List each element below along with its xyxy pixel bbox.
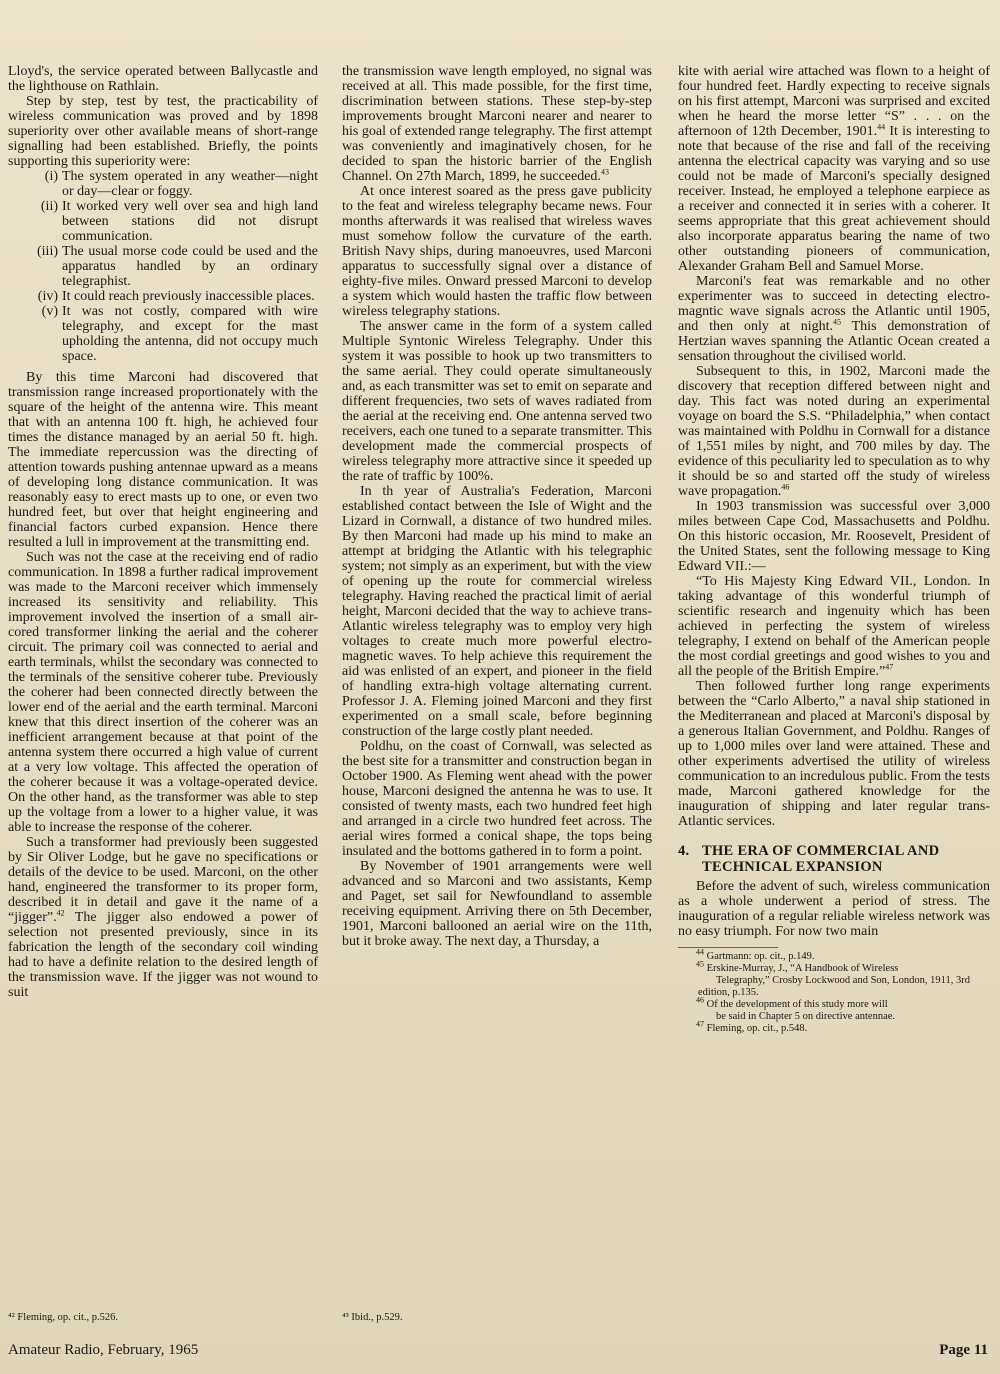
paragraph: Lloyd's, the service operated between Ballycastle and the lighthouse on Rathlain. bbox=[8, 64, 318, 94]
paragraph: In 1903 transmission was successful over 3,000 miles between Cape Cod, Massachusetts and Poldhu. On this historic occasion, Mr. Roosevelt, President of the United States, sent the following message to King Edward VII.:— bbox=[678, 499, 990, 574]
paragraph: Step by step, test by test, the practicability of wireless communication was proved and by 1898 superiority over other available means of short-range signalling had been established. Briefly, the points supporting this superiority were: bbox=[8, 94, 318, 169]
paragraph: Before the advent of such, wireless communication as a whole underwent a period of stress. The inauguration of a regular reliable wireless network was no easy triumph. For now two main bbox=[678, 879, 990, 939]
list-item: (v) It was not costly, compared with wire telegraphy, and except for the mast upholding the antenna, did not occupy much space. bbox=[41, 304, 318, 364]
paragraph: The answer came in the form of a system called Multiple Syntonic Wireless Telegraphy. Under this system it was possible to hook up two transmitters to the same aerial. They could operate simultaneously and, as each transmitter was set to emit on separate and different frequencies, two sets of waves radiated from the aerial at the receiving end. One antenna served two receivers, each one tuned to a separate transmitter. This development made the commercial prospects of wireless telegraphy more attractive since it speeded up the rate of traffic by 100%. bbox=[342, 319, 652, 484]
paragraph: At once interest soared as the press gave publicity to the feat and wireless telegraphy became news. Four months afterwards it was realised that wireless waves must somehow follow the curvature of the earth. British Navy ships, during manoeuvres, used Marconi apparatus to successfully signal over a distance of eighty-five miles. Onward pressed Marconi to develop a system which would hasten the traffic flow between wireless telegraphy stations. bbox=[342, 184, 652, 319]
footnote: $^{46}$ Of the development of this study more will be said in Chapter 5 on directive antennae. bbox=[696, 995, 896, 1022]
page-number: Page 11 bbox=[939, 1342, 988, 1358]
paragraph: Such was not the case at the receiving end of radio communication. In 1898 a further radical improvement was made to the Marconi receiver which immensely increased its sensitivity and reliability. This improvement involved the insertion of a small air-cored transformer linking the aerial and the coherer circuit. The primary coil was connected to aerial and earth terminals, whilst the secondary was connected to the terminals of the sensitive coherer tube. Previously the coherer had been connected directly between the lower end of the aerial and the earth terminal. Marconi knew that this direct insertion of the coherer was an inefficient arrangement because at that point of the antenna system there occurred a high value of current at a very low voltage. This affected the operation of the coherer because it was a voltage-operated device. On the other hand, as the transformer was able to step up the voltage from a lower to a higher value, it was able to increase the response of the coherer. bbox=[8, 550, 318, 835]
footnote: $^{44}$ Gartmann: op. cit., p.149. bbox=[696, 947, 815, 962]
paragraph: Subsequent to this, in 1902, Marconi made the discovery that reception differed between night and day. This fact was noted during an experimental voyage on board the S.S. “Philadelphia,” when contact was maintained with Poldhu in Cornwall for a distance of 1,551 miles by night, and 700 miles by day. The evidence of this peculiarity led to speculation as to why it should be so and started off the study of wireless wave propagation.$^{46}$ bbox=[678, 364, 990, 499]
footnote-ref: 46 bbox=[781, 482, 790, 492]
footnote-ref: 45 bbox=[833, 317, 842, 327]
footnote: $^{45}$ Erskine-Murray, J., “A Handbook of Wireless Telegraphy,” Crosby Lockwood and Son, London, 1911, 3rd edition, p.135. bbox=[696, 959, 970, 998]
paragraph: Marconi's feat was remarkable and no other experimenter was to succeed in detecting electro-magntic wave signals across the Atlantic until 1905, and then only at night.$^{45}$ This demonstration of Hertzian waves spanning the Atlantic Ocean created a sensation throughout the civilised world. bbox=[678, 274, 990, 364]
paragraph: Poldhu, on the coast of Cornwall, was selected as the best site for a transmitter and construction began in October 1900. As Fleming went ahead with the power house, Marconi designed the antenna he was to use. It consisted of twenty masts, each two hundred feet high and arranged in a circle two hundred feet across. The aerial wires formed a conical shape, the tops being insulated and the bottoms gathered in to form a point. bbox=[342, 739, 652, 859]
quotation: “To His Majesty King Edward VII., London. In taking advantage of this wonderful triumph of scientific research and ingenuity which has been achieved in perfecting the system of wireless telegraphy, I extend on behalf of the American people the most cordial greetings and good wishes to you and all the people of the British Empire.”$^{47}$ bbox=[678, 574, 990, 679]
list-item: (i) The system operated in any weather—night or day—clear or foggy. bbox=[44, 169, 318, 199]
paragraph: Then followed further long range experiments between the “Carlo Alberto,” a naval ship stationed in the Mediterranean and placed at Marconi's disposal by a generous Italian Government, and Poldhu. Ranges of up to 1,000 miles over land were attained. These and other experiments advertised the utility of wireless communication to an incredulous public. From the tests made, Marconi gathered knowledge for the inauguration of shipping and later regular trans-Atlantic services. bbox=[678, 679, 990, 829]
section-heading: 4. THE ERA OF COMMERCIAL AND TECHNICAL EXPANSION bbox=[678, 843, 940, 875]
paragraph: In th year of Australia's Federation, Marconi established contact between the Isle of Wight and the Lizard in Cornwall, a distance of two hundred miles. By then Marconi had made up his mind to make an attempt at bridging the Atlantic with his telegraphic system; not simply as an experiment, but with the view of opening up the route for commercial wireless telegraphy. Having reached the practical limit of aerial height, Marconi decided that the way to achieve trans-Atlantic wireless telegraphy was to employ very high voltages to create much more powerful electro-magnetic waves. To help achieve this requirement the aid was enlisted of an expert, and pioneer in the field of handling extra-high voltage alternating current. Professor J. A. Fleming joined Marconi and they first experimented on a small scale, before beginning construction of the large costly plant needed. bbox=[342, 484, 652, 739]
publication-footer: Amateur Radio, February, 1965 bbox=[8, 1342, 199, 1358]
text-column-1 bbox=[8, 64, 318, 1000]
points-list bbox=[8, 169, 318, 364]
footnote: ⁴³ Ibid., p.529. bbox=[342, 1312, 403, 1323]
list-item: (iv) It could reach previously inaccessible places. bbox=[37, 289, 315, 304]
paragraph: By November of 1901 arrangements were well advanced and so Marconi and two assistants, Kemp and Paget, set sail for Newfoundland to assemble receiving equipment. Arriving there on 5th December, 1901, Marconi ballooned an aerial wire on the 11th, but it broke away. The next day, a Thursday, a bbox=[342, 859, 652, 949]
list-item: (iii) The usual morse code could be used and the apparatus handled by an ordinary telegraphist. bbox=[37, 244, 318, 289]
footnote: $^{47}$ Fleming, op. cit., p.548. bbox=[696, 1019, 808, 1034]
text-column-3 bbox=[678, 64, 990, 1035]
footnote: ⁴² Fleming, op. cit., p.526. bbox=[8, 1312, 119, 1323]
paragraph: the transmission wave length employed, no signal was received at all. This made possible, for the first time, discrimination between stations. These step-by-step improvements brought Marconi nearer and nearer to his goal of extended range telegraphy. The first attempt was conveniently and imaginatively chosen, for he decided to span the historic barrier of the English Channel. On 27th March, 1899, he succeeded.$^{43}$ bbox=[342, 64, 652, 184]
list-item: (ii) It worked very well over sea and high land between stations did not disrupt communication. bbox=[40, 199, 318, 244]
text-column-2 bbox=[342, 64, 652, 949]
footnote-ref: 43 bbox=[600, 167, 609, 177]
paragraph: Such a transformer had previously been suggested by Sir Oliver Lodge, but he gave no specifications or details of the device to be used. Marconi, on the other hand, engineered the transformer to its proper form, described it in detail and gave it the name of a “jigger”.$^{42}$ The jigger also endowed a power of selection not presented previously, since in its fabrication the length of the secondary coil winding had to have a definite relation to the desired length of the transmission wave. If the jigger was not wound to suit bbox=[8, 835, 318, 1000]
footnote-ref: 44 bbox=[877, 122, 886, 132]
footnote-divider bbox=[678, 947, 778, 948]
footnote-ref: 42 bbox=[56, 908, 65, 918]
footnote-ref: 47 bbox=[885, 662, 894, 672]
paragraph: By this time Marconi had discovered that transmission range increased proportionately with the square of the height of the antenna wire. This meant that with an antenna 100 ft. high, he achieved four times the distance managed by an aerial 50 ft. high. The immediate repercussion was the directing of attention towards pushing antennae upward as a means of developing long distance communication. It was reasonably easy to erect masts up to one, or even two hundred feet, but over that height engineering and financial factors curbed expansion. Hence there resulted a lull in improvement at the transmitting end. bbox=[8, 370, 318, 550]
paragraph: kite with aerial wire attached was flown to a height of four hundred feet. Hardly expecting to receive signals on his first attempt, Marconi was surprised and excited when he heard the morse letter “S” . . . on the afternoon of 12th December, 1901.44 It is interesting to note that because of the rise and fall of the receiving antenna the electrical capacity was varying and so use could not be made of Marconi's specially designed receiver. Instead, he employed a telephone earpiece as a receiver and connected it in series with a coherer. It seems appropriate that this great achievement should also incorporate apparatus bearing the name of two other outstanding pioneers of communication, Alexander Graham Bell and Samuel Morse. bbox=[678, 64, 990, 274]
